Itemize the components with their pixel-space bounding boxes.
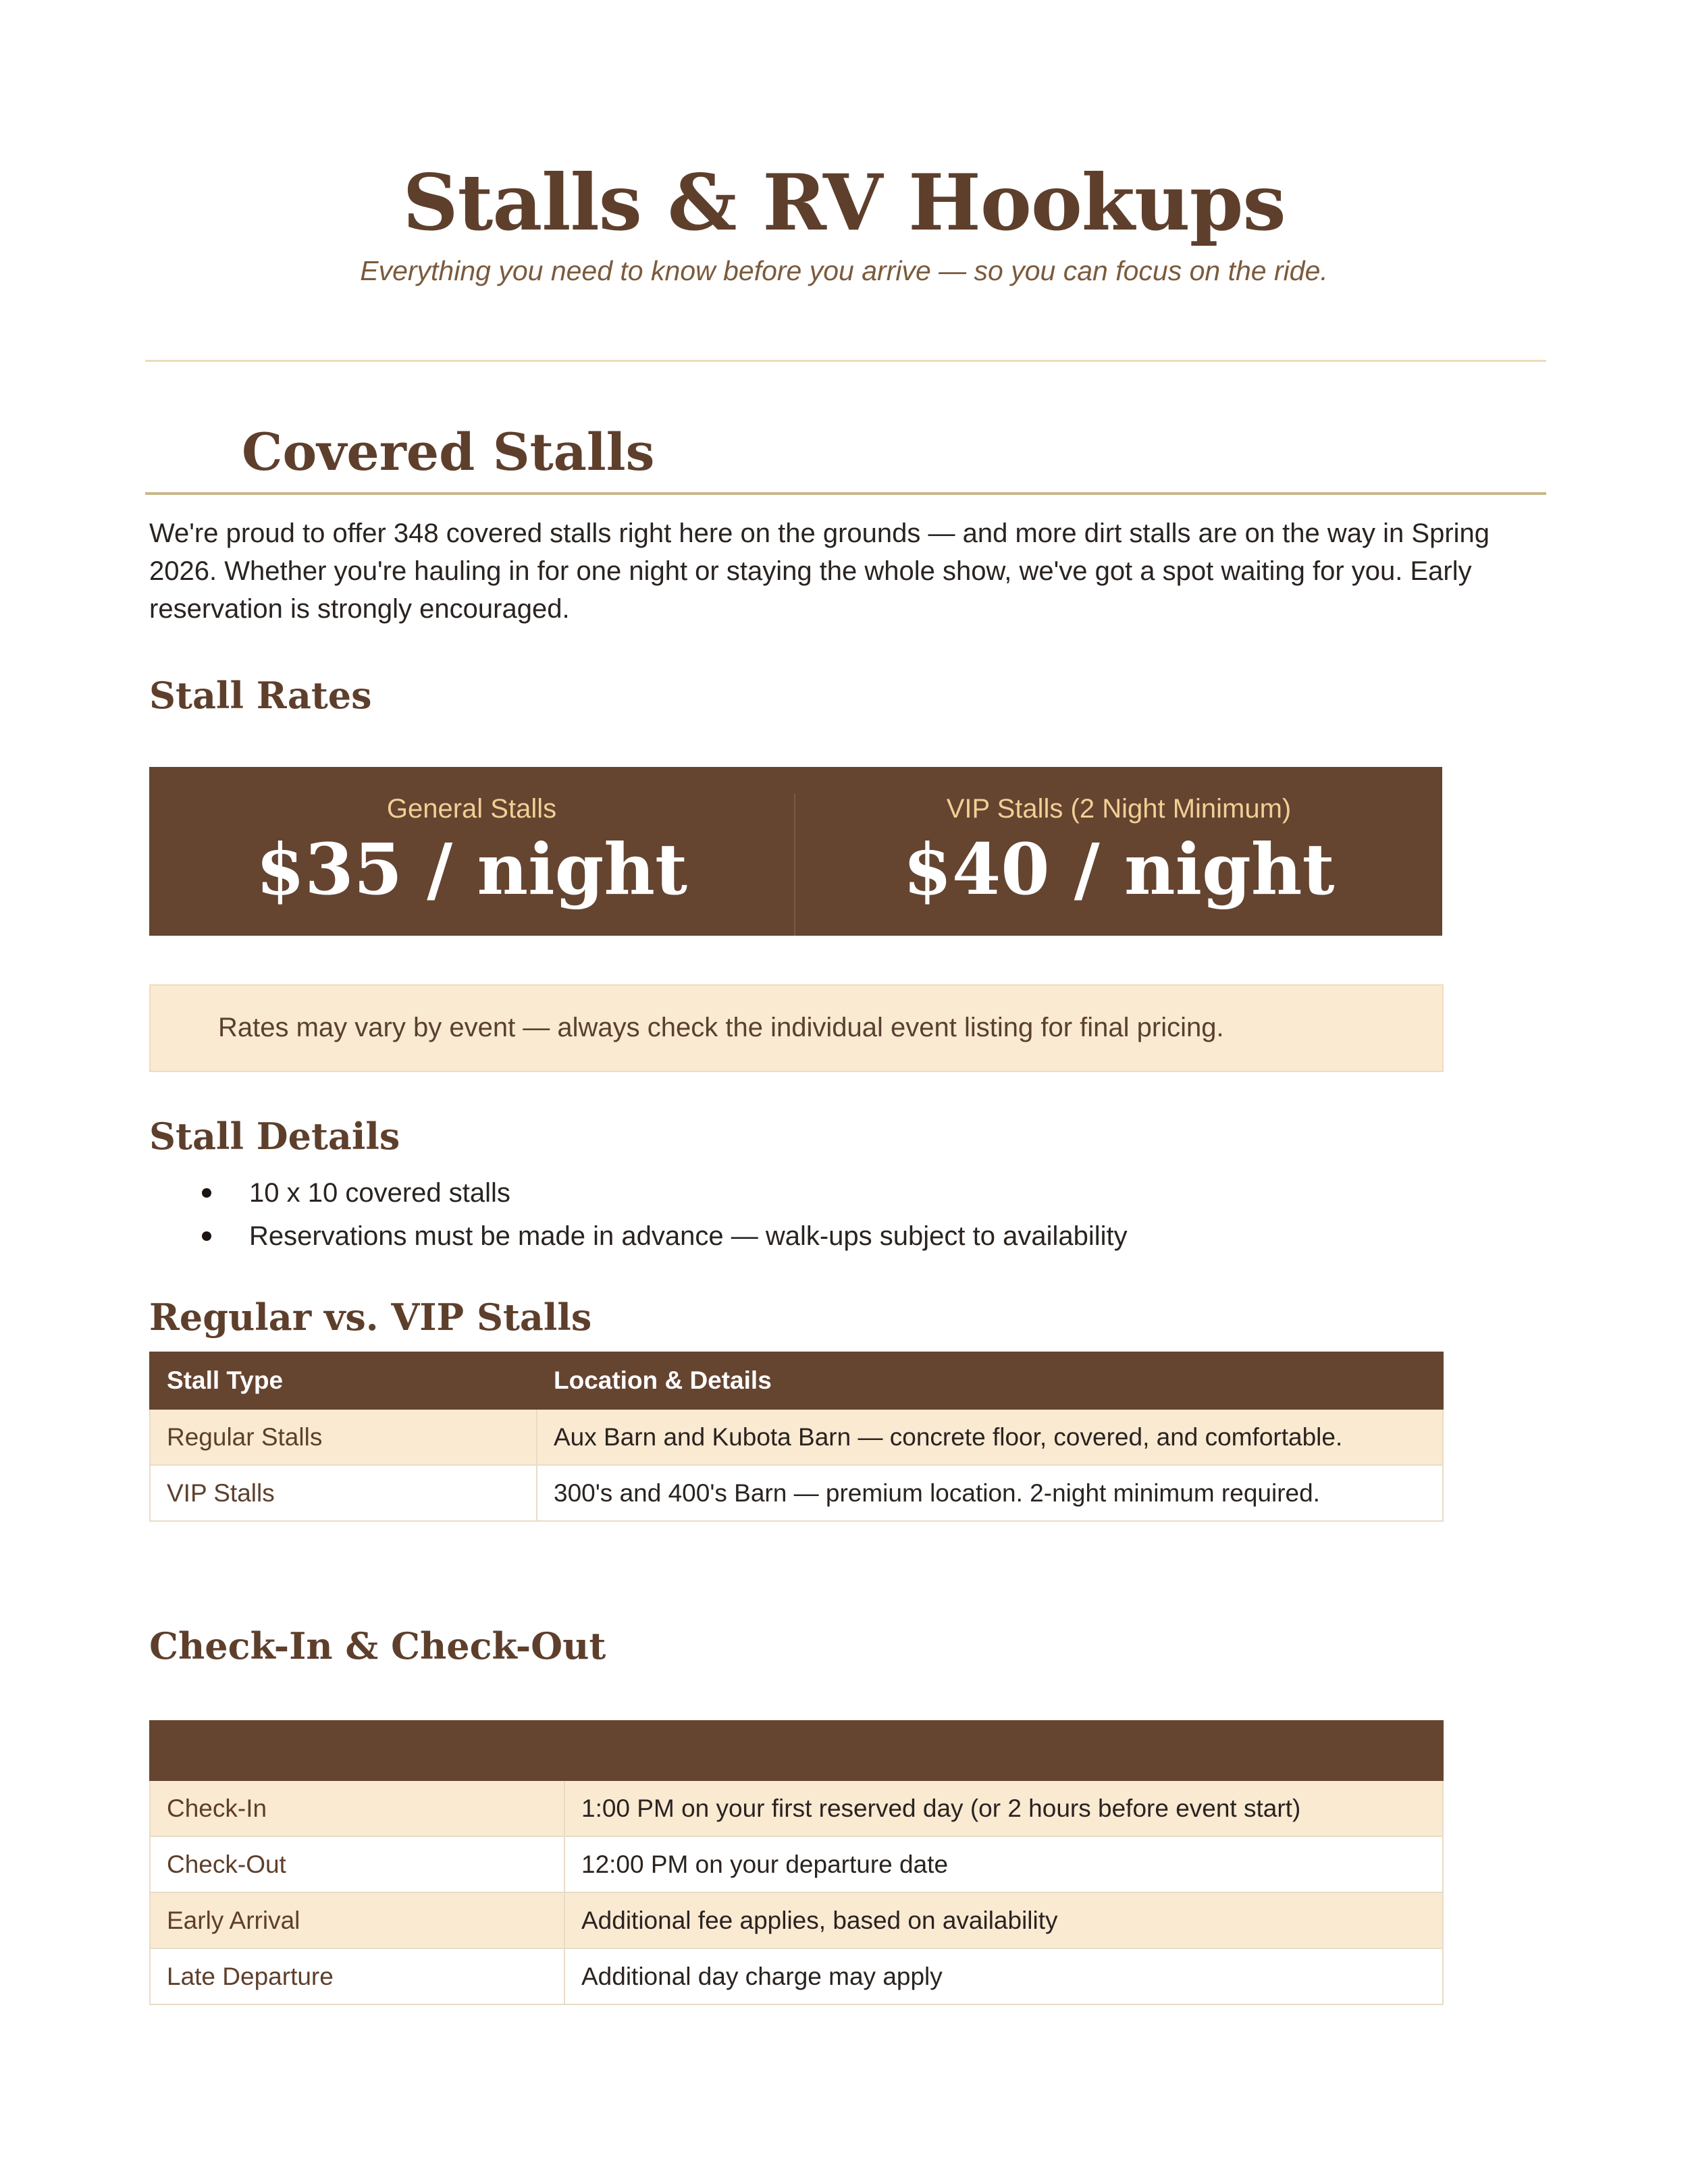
page-subtitle: Everything you need to know before you arrive — so you can focus on the ride. bbox=[360, 255, 1328, 286]
general-rate-price: $35 / night bbox=[256, 828, 687, 911]
table-header-row bbox=[150, 1352, 1443, 1409]
table-cell: Regular Stalls bbox=[150, 1409, 537, 1465]
general-rate-label: General Stalls bbox=[386, 794, 557, 824]
check-in-out-table bbox=[149, 1720, 1444, 2005]
page-title: Stalls & RV Hookups bbox=[402, 157, 1286, 248]
covered-stalls-intro: We're proud to offer 348 covered stalls right here on the grounds — and more dirt stalls are on the way in Spring 2026. Whether you're hauling in for one night or staying the whole show, we've got a spot waiting for you. Early reservation is strongly encouraged. bbox=[149, 518, 1490, 624]
covered-stalls-heading: Covered Stalls bbox=[242, 422, 655, 482]
general-rate bbox=[149, 767, 794, 936]
table-cell: Late Departure bbox=[150, 1948, 564, 2004]
regular-vs-vip-table bbox=[149, 1352, 1444, 1522]
rates-panel bbox=[149, 767, 1442, 936]
table-header-row bbox=[150, 1721, 1443, 1780]
table-cell: VIP Stalls bbox=[150, 1465, 537, 1521]
table-row bbox=[150, 1780, 1443, 1836]
list-item-text: Reservations must be made in advance — walk-ups subject to availability bbox=[249, 1221, 1128, 1251]
bullet-icon bbox=[202, 1231, 211, 1241]
table-row bbox=[150, 1465, 1443, 1521]
stall-details-heading: Stall Details bbox=[149, 1115, 400, 1158]
table-cell: Check-In bbox=[150, 1780, 564, 1836]
stall-details-list bbox=[149, 1171, 1128, 1258]
list-item bbox=[149, 1171, 1128, 1215]
column-header bbox=[150, 1721, 564, 1780]
table-cell: Additional fee applies, based on availability bbox=[564, 1892, 1443, 1948]
table-row bbox=[150, 1836, 1443, 1892]
column-header: Location & Details bbox=[537, 1352, 1443, 1409]
section-divider bbox=[145, 492, 1546, 495]
vip-rate-label: VIP Stalls (2 Night Minimum) bbox=[946, 794, 1292, 824]
rates-note bbox=[149, 984, 1444, 1072]
table-cell: Check-Out bbox=[150, 1836, 564, 1892]
table-row bbox=[150, 1892, 1443, 1948]
table-cell: 1:00 PM on your first reserved day (or 2 hours before event start) bbox=[564, 1780, 1443, 1836]
table-cell: Early Arrival bbox=[150, 1892, 564, 1948]
vip-rate bbox=[795, 767, 1442, 936]
list-item-text: 10 x 10 covered stalls bbox=[249, 1178, 510, 1208]
table-cell: 300's and 400's Barn — premium location. 2-night minimum required. bbox=[537, 1465, 1443, 1521]
table-cell: Aux Barn and Kubota Barn — concrete floor, covered, and comfortable. bbox=[537, 1409, 1443, 1465]
column-header: Stall Type bbox=[150, 1352, 537, 1409]
check-in-out-heading: Check-In & Check-Out bbox=[149, 1624, 606, 1668]
table-row bbox=[150, 1948, 1443, 2004]
column-header bbox=[564, 1721, 1443, 1780]
bullet-icon bbox=[202, 1188, 211, 1198]
list-item bbox=[149, 1215, 1128, 1258]
stall-rates-heading: Stall Rates bbox=[149, 674, 372, 717]
table-row bbox=[150, 1409, 1443, 1465]
rates-note-text: Rates may vary by event — always check the individual event listing for final pricing. bbox=[218, 1013, 1224, 1042]
table-cell: 12:00 PM on your departure date bbox=[564, 1836, 1443, 1892]
vip-rate-price: $40 / night bbox=[903, 828, 1335, 911]
regular-vs-vip-heading: Regular vs. VIP Stalls bbox=[149, 1296, 592, 1339]
table-cell: Additional day charge may apply bbox=[564, 1948, 1443, 2004]
header-divider bbox=[145, 360, 1546, 362]
